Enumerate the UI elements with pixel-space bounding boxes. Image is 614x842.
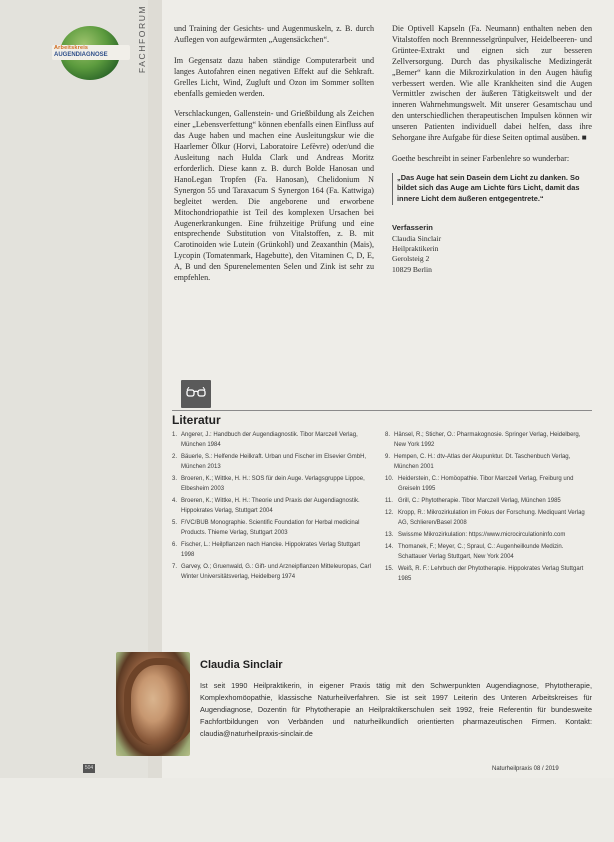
author-name: Claudia Sinclair — [200, 659, 283, 671]
logo-line-2: AUGENDIAGNOSE — [54, 52, 108, 58]
contact-line: Gerolsteig 2 — [392, 254, 430, 264]
reference-item: 8. Hänsel, R.; Sticher, O.: Pharmakognosie. Springer Verlag, Heidelberg, New York 1992 — [385, 432, 581, 448]
bottom-margin — [0, 778, 614, 842]
glasses-icon — [181, 380, 211, 408]
references-right — [385, 431, 593, 587]
section-label-text: FACHFORUM — [137, 4, 148, 74]
section-label — [136, 6, 152, 76]
left-paragraph: Im Gegensatz dazu haben ständige Computerarbeit und langes Autofahren einen negativen Effekt auf die Sehkraft. Grelles Licht, Wind, Zugluft und Ozon im Sommer sollten ebenfalls gemieden werden. — [174, 55, 374, 98]
reference-item: 9. Hempen, C. H.: dtv-Atlas der Akupunktur. Dt. Taschenbuch Verlag, München 2001 — [385, 453, 571, 470]
reference-item: 6. Fischer, L.: Heilpflanzen nach Hancke. Hippokrates Verlag Stuttgart 1998 — [172, 541, 361, 558]
reference-item: 2. Bäuerle, S.: Helfende Heilkraft. Urban und Fischer im Elsevier GmbH, München 2013 — [172, 453, 367, 470]
right-paragraph: Die Optivell Kapseln (Fa. Neumann) enthalten neben den Vitalstoffen noch Brennnesselgrünpulver, Heidelbeeren- und Grüntee-Extrakt und eignen sich zur besseren Zellversorgung. Durch das physikalische Medizingerät „Bemer“ kann die Mikrozirkulation in den Augen häufig verbessert werden. Wie alle Krankheiten sind die Augen Vermittler zwischen der äußeren Tätigkeitswelt und der inneren Wahrnehmungswelt. Mit unserer Gesamtschau und den unterschiedlichen therapeutischen Impulsen können wir unseren Patienten individuell dabei helfen, dass ihre Sehorgane ihre Aufgabe für diese Seiten optimal ausüben. ■ — [392, 24, 592, 143]
right-paragraph: Goethe beschreibt in seiner Farbenlehre so wunderbar: — [392, 153, 570, 163]
reference-item: 10. Heiderstein, C.: Homöopathie. Tibor Marczell Verlag, Freiburg und Greiseln 1995 — [385, 475, 574, 492]
logo-line-1: Arbeitskreis — [54, 45, 89, 51]
author-bio: Ist seit 1990 Heilpraktikerin, in eigener Praxis tätig mit den Schwerpunkten Augendiagnose, Phytotherapie, Komplexhomöopathie, klassische Naturheilverfahren. Sie ist seit 1997 Leiterin des Unteren Arbeitskreises für Augendiagnose, Dozentin für Phytotherapie an Heilpraktikerschulen seit 1992, freie Referentin für bundesweite Fachfortbildungen von Verbänden und naturheilkundlich orientierten pharmazeutischen Firmen. Kontakt: claudia@naturheilpraxis-sinclair.de — [200, 681, 592, 738]
contact-line: Claudia Sinclair — [392, 233, 442, 243]
reference-item: 14. Thomanek, F.; Meyer, C.; Spraul, C.: Augenheilkunde Medizin. Schattauer Verlag Stuttgart, New York 2004 — [385, 544, 564, 561]
issue-footer: Naturheilpraxis 08 / 2019 — [492, 766, 559, 772]
left-paragraph: Verschlackungen, Gallenstein- und Grießbildung als Zeichen einer „Lebensverfettung“ können ebenfalls einen Einfluss auf das Auge haben und machen eine Ausleitungskur wie die Haarlemer Ölkur (Horvi, Laboratoire Lefèvre) oder/und die Ausleitung nach Hulda Clark und Andreas Moritz erforderlich. Diese kann z. B. durch Bolde Hanosan und HanoLegan Tropfen (Fa. Hanosan), Chelidonium N Synergon 55 und Taraxacum S Synergon 164 (Fa. Kattwiga) begleitet werden. Die angeborene und erworbene Mitochondriopathie ist Teil des komplexen Ursachen bei Augenerkrankungen. Eine frühzeitige Prüfung und eine entsprechende Substitution von Vitalstoffen, z. B. mit Carotinoiden wie Lutein (Grünkohl) und Zeaxanthin (Mais), Lycopin (Tomatenmark, Hagebutte), den Vitaminen C, D, E, A, B und den Spurenelementen Selen und Zink ist sehr zu empfehlen. — [174, 109, 374, 283]
references-left — [172, 431, 372, 585]
right-text-column — [392, 24, 592, 275]
author-photo — [116, 652, 190, 756]
reference-item: 12. Kropp, R.: Mikrozirkulation im Fokus der Forschung. Mediquant Verlag AG, Schlieren/Basel 2008 — [385, 510, 585, 526]
reference-item: 7. Garvey, O.; Gruenwald, G.: Gift- und Arzneipflanzen Mitteleuropas, Carl Winter Universitätsverlag, Heidelberg 1974 — [172, 563, 371, 580]
goethe-quote: „Das Auge hat sein Dasein dem Licht zu danken. So bildet sich das Auge am Lichte fürs Licht, damit das innere Licht dem äußeren entgegentrete.“ — [392, 173, 592, 205]
contact-block — [392, 234, 592, 276]
literature-divider — [172, 410, 592, 411]
contact-line: Heilpraktikerin — [392, 243, 439, 253]
reference-item: 1. Angerer, J.: Handbuch der Augendiagnostik. Tibor Marczell Verlag, München 1984 — [172, 432, 358, 448]
reference-item: 3. Broeren, K.; Wittke, H. H.: SOS für dein Auge. Verlagsgruppe Lippoe, Elbesheim 2003 — [172, 475, 365, 492]
contact-line: 10829 Berlin — [392, 264, 432, 274]
left-text-column — [174, 24, 374, 284]
reference-item: 11. Grill, C.: Phytotherapie. Tibor Marczell Verlag, München 1985 — [385, 497, 561, 504]
literature-heading: Literatur — [172, 413, 221, 427]
reference-item: 15. Weiß, R. F.: Lehrbuch der Phytotherapie. Hippokrates Verlag Stuttgart 1985 — [385, 566, 584, 583]
arbeitskreis-logo — [52, 26, 130, 82]
left-paragraph: und Training der Gesichts- und Augenmuskeln, z. B. durch Auflegen von aufgewärmten „Augensäckchen“. — [174, 24, 374, 44]
reference-item: 4. Broeren, K.; Wittke, H. H.: Theorie und Praxis der Augendiagnostik. Hippokrates Verlag, Stuttgart 2004 — [172, 497, 360, 514]
reference-item: 13. Swissme Mikrozirkulation: https://www.microcirculationinfo.com — [385, 532, 566, 539]
contact-title: Verfasserin — [392, 222, 433, 232]
reference-item: 5. F/VC/BUB Monographie. Scientific Foundation for Herbal medicinal Products. Thieme Verlag, Stuttgart 2003 — [172, 519, 360, 536]
page-number: 504 — [84, 765, 94, 771]
